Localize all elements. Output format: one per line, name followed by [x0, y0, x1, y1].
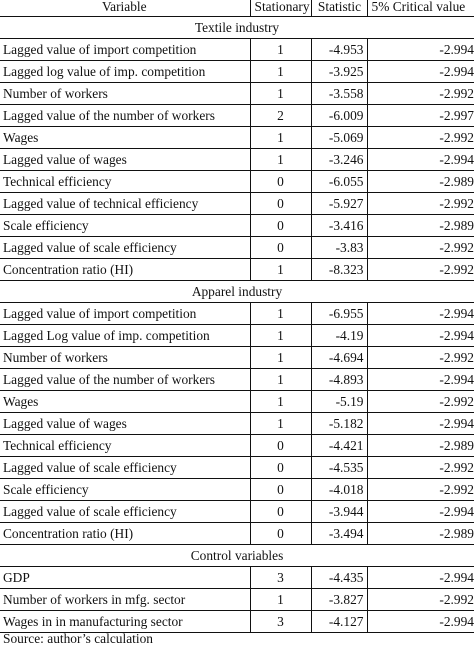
- cell-statistic: -5.19: [311, 391, 367, 413]
- cell-statistic: -4.893: [311, 369, 367, 391]
- table-row: [0, 215, 474, 237]
- group-header-row: [0, 545, 474, 567]
- cell-critical-value: -2.992: [367, 83, 474, 105]
- header-variable: Variable: [0, 0, 250, 17]
- table-row: [0, 567, 474, 589]
- cell-statistic: -3.925: [311, 61, 367, 83]
- cell-stationary: 0: [250, 435, 311, 457]
- header-critical-value: 5% Critical value: [367, 0, 474, 17]
- cell-stationary: 1: [250, 369, 311, 391]
- cell-stationary: 3: [250, 611, 311, 633]
- cell-stationary: 1: [250, 391, 311, 413]
- cell-variable: Lagged value of scale efficiency: [0, 237, 250, 259]
- cell-critical-value: -2.994: [367, 611, 474, 633]
- cell-stationary: 0: [250, 523, 311, 545]
- cell-statistic: -4.19: [311, 325, 367, 347]
- group-header-row: [0, 281, 474, 303]
- cell-variable: Scale efficiency: [0, 215, 250, 237]
- cell-stationary: 1: [250, 325, 311, 347]
- cell-variable: Number of workers in mfg. sector: [0, 589, 250, 611]
- table-body: [0, 17, 474, 633]
- cell-stationary: 1: [250, 347, 311, 369]
- cell-critical-value: -2.992: [367, 457, 474, 479]
- table-row: [0, 369, 474, 391]
- cell-critical-value: -2.992: [367, 193, 474, 215]
- table-row: [0, 347, 474, 369]
- cell-critical-value: -2.992: [367, 391, 474, 413]
- cell-variable: Wages: [0, 127, 250, 149]
- cell-statistic: -3.416: [311, 215, 367, 237]
- cell-statistic: -4.018: [311, 479, 367, 501]
- cell-statistic: -4.535: [311, 457, 367, 479]
- cell-critical-value: -2.997: [367, 105, 474, 127]
- cell-critical-value: -2.994: [367, 61, 474, 83]
- table-row: [0, 325, 474, 347]
- cell-critical-value: -2.989: [367, 171, 474, 193]
- cell-statistic: -5.069: [311, 127, 367, 149]
- table-row: [0, 413, 474, 435]
- table-header-row: [0, 0, 474, 17]
- table-row: [0, 611, 474, 633]
- table-row: [0, 435, 474, 457]
- cell-critical-value: -2.994: [367, 39, 474, 61]
- cell-stationary: 0: [250, 215, 311, 237]
- cell-stationary: 0: [250, 171, 311, 193]
- table-row: [0, 501, 474, 523]
- cell-variable: Technical efficiency: [0, 171, 250, 193]
- cell-variable: Lagged value of wages: [0, 149, 250, 171]
- cell-statistic: -3.83: [311, 237, 367, 259]
- table-row: [0, 171, 474, 193]
- cell-critical-value: -2.994: [367, 149, 474, 171]
- cell-critical-value: -2.994: [367, 567, 474, 589]
- source-note: Source: author’s calculation: [3, 631, 153, 646]
- cell-critical-value: -2.992: [367, 237, 474, 259]
- cell-statistic: -4.435: [311, 567, 367, 589]
- table-row: [0, 61, 474, 83]
- cell-critical-value: -2.989: [367, 523, 474, 545]
- cell-stationary: 0: [250, 193, 311, 215]
- table-row: [0, 259, 474, 281]
- cell-statistic: -6.055: [311, 171, 367, 193]
- table-row: [0, 479, 474, 501]
- cell-variable: Lagged value of import competition: [0, 303, 250, 325]
- table-row: [0, 193, 474, 215]
- cell-statistic: -3.246: [311, 149, 367, 171]
- cell-variable: Concentration ratio (HI): [0, 523, 250, 545]
- cell-variable: Lagged value of scale efficiency: [0, 457, 250, 479]
- cell-stationary: 0: [250, 479, 311, 501]
- table-row: [0, 237, 474, 259]
- cell-variable: Technical efficiency: [0, 435, 250, 457]
- cell-variable: GDP: [0, 567, 250, 589]
- cell-statistic: -3.558: [311, 83, 367, 105]
- table-row: [0, 39, 474, 61]
- group-title: Apparel industry: [0, 281, 474, 303]
- cell-statistic: -6.009: [311, 105, 367, 127]
- cell-statistic: -4.127: [311, 611, 367, 633]
- cell-statistic: -4.953: [311, 39, 367, 61]
- cell-statistic: -3.944: [311, 501, 367, 523]
- cell-variable: Lagged value of the number of workers: [0, 105, 250, 127]
- cell-statistic: -3.494: [311, 523, 367, 545]
- cell-variable: Wages in in manufacturing sector: [0, 611, 250, 633]
- cell-statistic: -3.827: [311, 589, 367, 611]
- cell-variable: Lagged value of the number of workers: [0, 369, 250, 391]
- header-statistic: Statistic: [311, 0, 367, 17]
- cell-stationary: 1: [250, 83, 311, 105]
- cell-variable: Lagged value of import competition: [0, 39, 250, 61]
- cell-variable: Number of workers: [0, 83, 250, 105]
- table-row: [0, 105, 474, 127]
- cell-variable: Lagged value of technical efficiency: [0, 193, 250, 215]
- cell-stationary: 2: [250, 105, 311, 127]
- table-row: [0, 149, 474, 171]
- cell-statistic: -5.182: [311, 413, 367, 435]
- cell-critical-value: -2.992: [367, 479, 474, 501]
- cell-stationary: 1: [250, 589, 311, 611]
- cell-critical-value: -2.992: [367, 347, 474, 369]
- header-stationary: Stationary: [250, 0, 311, 17]
- cell-stationary: 1: [250, 61, 311, 83]
- cell-variable: Concentration ratio (HI): [0, 259, 250, 281]
- cell-critical-value: -2.992: [367, 127, 474, 149]
- cell-critical-value: -2.994: [367, 325, 474, 347]
- cell-stationary: 0: [250, 237, 311, 259]
- table-row: [0, 523, 474, 545]
- cell-stationary: 1: [250, 413, 311, 435]
- table-row: [0, 127, 474, 149]
- group-title: Control variables: [0, 545, 474, 567]
- cell-variable: Lagged Log value of imp. competition: [0, 325, 250, 347]
- cell-variable: Lagged log value of imp. competition: [0, 61, 250, 83]
- cell-variable: Number of workers: [0, 347, 250, 369]
- cell-critical-value: -2.992: [367, 589, 474, 611]
- table-row: [0, 83, 474, 105]
- cell-stationary: 0: [250, 501, 311, 523]
- cell-statistic: -4.421: [311, 435, 367, 457]
- cell-variable: Scale efficiency: [0, 479, 250, 501]
- cell-statistic: -8.323: [311, 259, 367, 281]
- cell-stationary: 1: [250, 259, 311, 281]
- cell-critical-value: -2.989: [367, 435, 474, 457]
- cell-stationary: 1: [250, 39, 311, 61]
- cell-critical-value: -2.989: [367, 215, 474, 237]
- table-row: [0, 589, 474, 611]
- cell-critical-value: -2.992: [367, 259, 474, 281]
- cell-stationary: 1: [250, 303, 311, 325]
- cell-stationary: 1: [250, 127, 311, 149]
- table-row: [0, 303, 474, 325]
- cell-stationary: 0: [250, 457, 311, 479]
- cell-stationary: 1: [250, 149, 311, 171]
- cell-statistic: -5.927: [311, 193, 367, 215]
- cell-critical-value: -2.994: [367, 501, 474, 523]
- cell-stationary: 3: [250, 567, 311, 589]
- group-title: Textile industry: [0, 17, 474, 39]
- cell-variable: Wages: [0, 391, 250, 413]
- group-header-row: [0, 17, 474, 39]
- table-row: [0, 457, 474, 479]
- cell-variable: Lagged value of scale efficiency: [0, 501, 250, 523]
- table-row: [0, 391, 474, 413]
- cell-critical-value: -2.994: [367, 369, 474, 391]
- cell-statistic: -4.694: [311, 347, 367, 369]
- cell-critical-value: -2.994: [367, 413, 474, 435]
- cell-statistic: -6.955: [311, 303, 367, 325]
- cell-variable: Lagged value of wages: [0, 413, 250, 435]
- cell-critical-value: -2.994: [367, 303, 474, 325]
